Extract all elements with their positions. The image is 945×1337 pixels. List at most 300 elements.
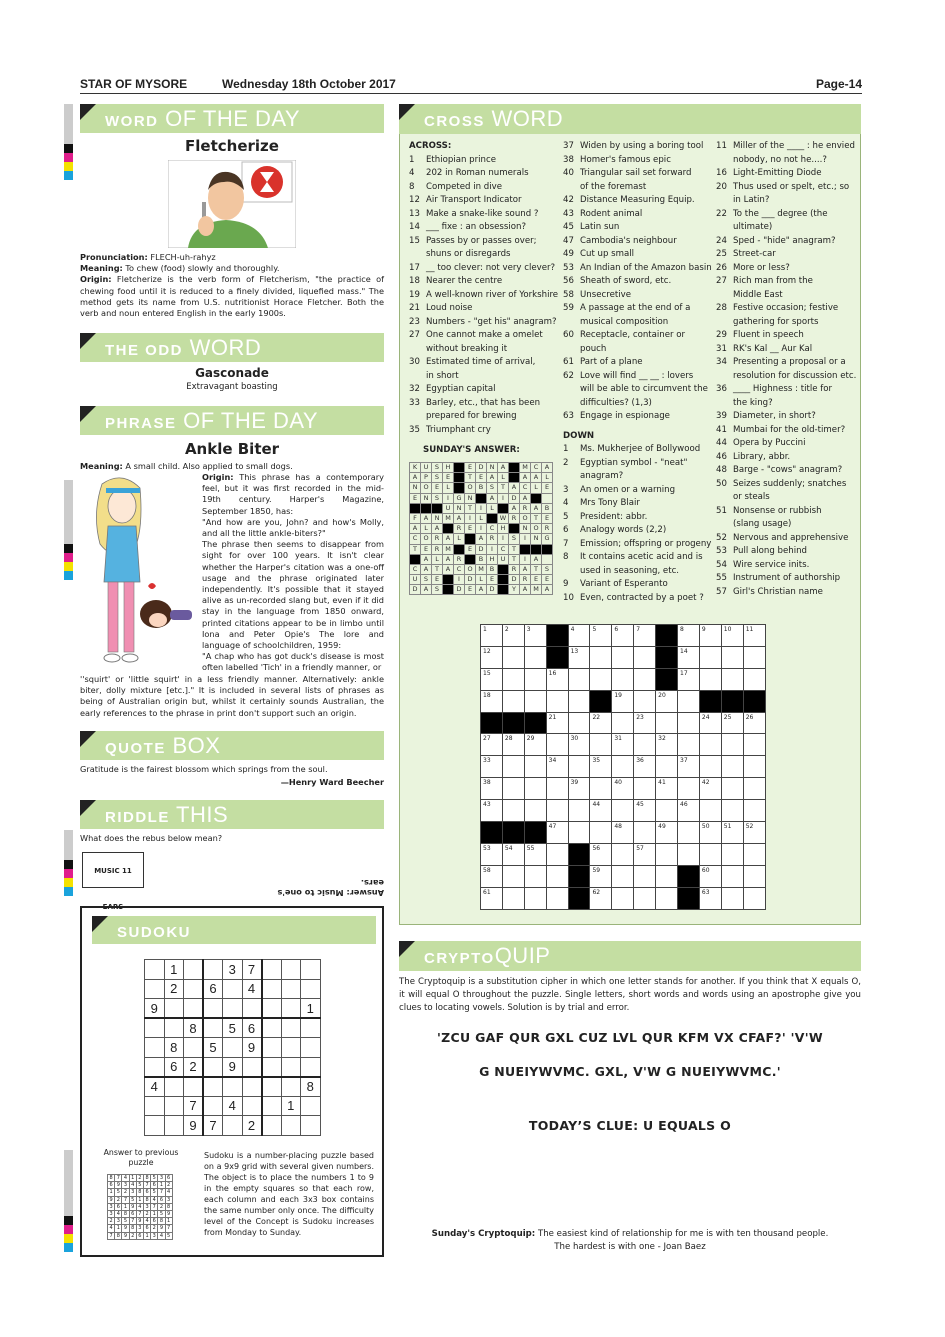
crossword-cell[interactable] [502, 646, 524, 668]
clue-text: anagram? [580, 471, 624, 481]
clue-text: Homer's famous epic [580, 154, 671, 165]
sudoku-cell[interactable] [262, 1116, 282, 1136]
answer-cell: R [520, 503, 531, 513]
crossword-cell[interactable] [546, 690, 568, 712]
answer-cell: N [487, 463, 498, 473]
crossword-cell[interactable]: 59 [590, 865, 612, 887]
crossword-cell[interactable] [612, 668, 634, 690]
sudoku-cell[interactable] [145, 1116, 165, 1136]
answer-cell: N [531, 534, 542, 544]
crossword-cell[interactable]: 17 [678, 668, 700, 690]
sudoku-cell[interactable] [262, 960, 282, 980]
crossword-cell[interactable] [678, 843, 700, 865]
crossword-cell[interactable] [612, 712, 634, 734]
crossword-cell[interactable] [721, 668, 743, 690]
crossword-cell[interactable] [546, 734, 568, 756]
sudoku-cell[interactable]: 4 [223, 1096, 243, 1116]
sudoku-cell[interactable] [203, 1057, 223, 1077]
clue-item [716, 370, 858, 384]
crossword-cell[interactable]: 26 [743, 712, 765, 734]
crossword-cell[interactable] [678, 734, 700, 756]
crossword-cell[interactable]: 30 [568, 734, 590, 756]
sudoku-cell[interactable] [145, 1018, 165, 1038]
sudoku-cell[interactable] [223, 1077, 243, 1097]
sudoku-cell[interactable]: 8 [184, 1018, 204, 1038]
crossword-cell[interactable] [568, 800, 590, 822]
sudoku-cell[interactable]: 2 [184, 1057, 204, 1077]
crossword-cell[interactable] [743, 778, 765, 800]
sudoku-cell[interactable] [145, 1096, 165, 1116]
crossword-cell[interactable] [612, 865, 634, 887]
crossword-cell[interactable]: 49 [656, 822, 678, 844]
crossword-cell[interactable] [634, 668, 656, 690]
crossword-cell[interactable] [743, 800, 765, 822]
crossword-cell[interactable] [678, 690, 700, 712]
crossword-cell[interactable]: 42 [699, 778, 721, 800]
sudoku-cell[interactable] [262, 979, 282, 999]
crossword-cell[interactable]: 61 [481, 887, 503, 909]
sudoku-cell[interactable] [262, 1096, 282, 1116]
crossword-cell[interactable] [634, 887, 656, 909]
crossword-cell[interactable]: 54 [502, 843, 524, 865]
answer-cell: E [476, 473, 487, 483]
previous-answer-cell: 9 [167, 1211, 171, 1218]
sudoku-cell[interactable] [164, 1096, 184, 1116]
clue-item [716, 235, 858, 249]
sudoku-cell[interactable] [164, 999, 184, 1019]
crossword-cell[interactable]: 32 [656, 734, 678, 756]
crossword-cell[interactable]: 16 [546, 668, 568, 690]
crossword-cell[interactable]: 53 [481, 843, 503, 865]
clue-number [716, 491, 733, 505]
sudoku-cell[interactable] [203, 1018, 223, 1038]
crossword-cell[interactable]: 11 [743, 625, 765, 647]
previous-answer-cell: 8 [131, 1225, 135, 1232]
sudoku-cell[interactable]: 7 [184, 1096, 204, 1116]
crossword-cell[interactable] [656, 712, 678, 734]
crossword-cell[interactable] [743, 668, 765, 690]
crossword-cell[interactable]: 23 [634, 712, 656, 734]
sudoku-cell[interactable] [301, 979, 321, 999]
sudoku-cell[interactable] [262, 1038, 282, 1058]
crossword-cell[interactable] [568, 690, 590, 712]
crossword-cell[interactable]: 12 [481, 646, 503, 668]
crossword-cell[interactable]: 45 [634, 800, 656, 822]
sudoku-cell[interactable] [281, 1116, 301, 1136]
crossword-cell[interactable] [656, 800, 678, 822]
sudoku-cell[interactable] [242, 1077, 262, 1097]
crossword-cell[interactable]: 51 [721, 822, 743, 844]
crossword-cell[interactable] [721, 865, 743, 887]
crossword-cell[interactable] [524, 865, 546, 887]
crossword-cell[interactable] [699, 668, 721, 690]
clue-item [563, 383, 713, 397]
previous-answer-cell: 1 [116, 1225, 120, 1232]
sudoku-cell[interactable] [223, 1116, 243, 1136]
sudoku-cell[interactable] [281, 999, 301, 1019]
previous-answer-cell: 4 [167, 1189, 171, 1196]
sudoku-cell[interactable] [301, 1018, 321, 1038]
crossword-cell[interactable] [524, 690, 546, 712]
sudoku-cell[interactable] [223, 979, 243, 999]
crossword-cell[interactable] [743, 646, 765, 668]
crossword-cell[interactable]: 39 [568, 778, 590, 800]
sudoku-cell[interactable] [164, 1077, 184, 1097]
crossword-cell[interactable] [524, 668, 546, 690]
sudoku-cell[interactable] [262, 1057, 282, 1077]
crossword-cell[interactable] [634, 690, 656, 712]
sudoku-cell[interactable] [301, 1116, 321, 1136]
clue-text: Receptacle, container or pouch [580, 330, 686, 354]
sudoku-cell[interactable] [184, 979, 204, 999]
crossword-cell[interactable] [721, 646, 743, 668]
sudoku-cell[interactable] [184, 960, 204, 980]
crossword-cell[interactable]: 31 [612, 734, 634, 756]
clue-text: More or less? [733, 262, 790, 273]
sudoku-cell[interactable] [145, 979, 165, 999]
crossword-cell[interactable]: 58 [481, 865, 503, 887]
crossword-cell[interactable]: 29 [524, 734, 546, 756]
crossword-cell[interactable]: 25 [721, 712, 743, 734]
answer-cell: A [421, 564, 432, 574]
crossword-cell[interactable]: 19 [612, 690, 634, 712]
clue-text: ___ fixe : an obsession? [426, 222, 527, 232]
sudoku-cell[interactable] [281, 1057, 301, 1077]
sudoku-cell[interactable]: 2 [164, 979, 184, 999]
crossword-cell[interactable] [612, 887, 634, 909]
sudoku-cell[interactable] [223, 999, 243, 1019]
crossword-cell[interactable] [699, 843, 721, 865]
clue-text: Widen by using a boring tool [580, 141, 704, 151]
clue-number [716, 518, 733, 532]
sudoku-cell[interactable] [203, 1077, 223, 1097]
sudoku-cell[interactable]: 8 [164, 1038, 184, 1058]
sudoku-cell[interactable] [145, 1057, 165, 1077]
sudoku-cell[interactable] [301, 1038, 321, 1058]
band-corner [80, 800, 96, 816]
sudoku-cell[interactable] [184, 1038, 204, 1058]
crossword-grid[interactable] [480, 624, 766, 910]
crossword-cell[interactable]: 2 [502, 625, 524, 647]
crossword-cell[interactable] [568, 756, 590, 778]
crossword-cell[interactable] [590, 822, 612, 844]
sudoku-cell[interactable]: 1 [301, 999, 321, 1019]
crossword-cell[interactable] [502, 778, 524, 800]
crossword-cell[interactable] [721, 843, 743, 865]
clue-item [409, 262, 561, 276]
crossword-cell[interactable] [678, 712, 700, 734]
crossword-cell[interactable]: 15 [481, 668, 503, 690]
crossword-cell[interactable]: 44 [590, 800, 612, 822]
crossword-cell[interactable]: 21 [546, 712, 568, 734]
crossword-cell[interactable]: 35 [590, 756, 612, 778]
clue-number: 1 [409, 154, 415, 165]
answer-cell: O [520, 513, 531, 523]
clue-text: Nervous and apprehensive [733, 532, 849, 543]
answer-cell: R [454, 524, 465, 534]
crossword-cell[interactable] [656, 843, 678, 865]
crossword-cell[interactable]: 63 [699, 887, 721, 909]
crossword-cell[interactable] [721, 800, 743, 822]
crossword-cell[interactable]: 57 [634, 843, 656, 865]
crossword-cell[interactable] [502, 690, 524, 712]
crossword-cell[interactable] [546, 843, 568, 865]
crossword-cell[interactable] [524, 756, 546, 778]
sudoku-cell[interactable] [262, 999, 282, 1019]
sudoku-cell[interactable] [281, 1077, 301, 1097]
crossword-cell[interactable]: 47 [546, 822, 568, 844]
crossword-cell[interactable]: 27 [481, 734, 503, 756]
band-light: OF THE DAY [158, 106, 301, 131]
crossword-cell[interactable] [612, 843, 634, 865]
crossword-cell[interactable]: 52 [743, 822, 765, 844]
answer-cell: O [531, 524, 542, 534]
crossword-cell[interactable]: 48 [612, 822, 634, 844]
crossword-cell[interactable]: 41 [656, 778, 678, 800]
crossword-cell[interactable] [656, 865, 678, 887]
sudoku-cell[interactable]: 6 [242, 1018, 262, 1038]
crossword-cell[interactable]: 34 [546, 756, 568, 778]
crossword-cell[interactable] [568, 712, 590, 734]
crossword-cell[interactable]: 33 [481, 756, 503, 778]
crossword-cell[interactable] [634, 822, 656, 844]
answer-cell: A [487, 473, 498, 483]
crossword-cell[interactable] [590, 734, 612, 756]
crossword-cell[interactable] [634, 865, 656, 887]
crossword-cell[interactable] [699, 756, 721, 778]
crossword-cell[interactable] [612, 756, 634, 778]
crossword-cell[interactable] [743, 865, 765, 887]
crossword-cell[interactable] [546, 800, 568, 822]
sudoku-cell[interactable]: 5 [203, 1038, 223, 1058]
sudoku-cell[interactable] [281, 1038, 301, 1058]
crossword-cell[interactable] [546, 887, 568, 909]
answer-cell: S [421, 575, 432, 585]
crossword-cell[interactable]: 4 [568, 625, 590, 647]
answer-cell: M [531, 585, 542, 595]
crossword-cell[interactable] [524, 887, 546, 909]
previous-answer-cell: 3 [138, 1225, 142, 1232]
sudoku-cell[interactable] [262, 1018, 282, 1038]
sudoku-cell[interactable] [145, 1038, 165, 1058]
sudoku-cell[interactable] [184, 1077, 204, 1097]
crossword-cell[interactable] [568, 668, 590, 690]
crossword-cell[interactable] [502, 800, 524, 822]
crossword-cell[interactable] [699, 734, 721, 756]
crossword-cell[interactable] [634, 778, 656, 800]
crossword-cell[interactable]: 43 [481, 800, 503, 822]
crossword-cell[interactable] [721, 734, 743, 756]
sudoku-cell[interactable] [164, 1018, 184, 1038]
crossword-cell[interactable] [678, 778, 700, 800]
crossword-cell[interactable] [678, 822, 700, 844]
crossword-cell[interactable]: 7 [634, 625, 656, 647]
clue-text: Barge - "cows" anagram? [733, 465, 843, 475]
crossword-cell[interactable] [590, 778, 612, 800]
sudoku-cell[interactable] [184, 999, 204, 1019]
crossword-cell[interactable]: 46 [678, 800, 700, 822]
crossword-cell[interactable]: 28 [502, 734, 524, 756]
answer-cell: I [454, 575, 465, 585]
sudoku-cell[interactable] [281, 1018, 301, 1038]
crossword-cell[interactable] [546, 778, 568, 800]
sudoku-grid[interactable] [144, 959, 321, 1136]
answer-cell: Y [509, 585, 520, 595]
answer-cell: L [454, 534, 465, 544]
crossword-block [678, 887, 700, 909]
clue-text: Girl's Christian name [733, 586, 823, 597]
sudoku-cell[interactable]: 4 [145, 1077, 165, 1097]
crossword-cell[interactable] [743, 734, 765, 756]
sudoku-cell[interactable]: 2 [242, 1116, 262, 1136]
crossword-cell[interactable]: 22 [590, 712, 612, 734]
sudoku-cell[interactable] [301, 1057, 321, 1077]
sudoku-cell[interactable] [242, 999, 262, 1019]
crossword-cell[interactable]: 56 [590, 843, 612, 865]
crossword-cell[interactable]: 60 [699, 865, 721, 887]
sudoku-cell[interactable] [242, 1096, 262, 1116]
crossword-cell[interactable]: 20 [656, 690, 678, 712]
crossword-cell[interactable] [612, 800, 634, 822]
sudoku-band [92, 916, 376, 944]
sudoku-cell[interactable] [203, 1096, 223, 1116]
answer-cell: E [542, 575, 553, 585]
sudoku-cell[interactable]: 4 [242, 979, 262, 999]
sudoku-cell[interactable] [242, 1057, 262, 1077]
crossword-cell[interactable] [634, 646, 656, 668]
band-corner [80, 333, 96, 349]
crossword-cell[interactable]: 6 [612, 625, 634, 647]
sudoku-cell[interactable]: 5 [223, 1018, 243, 1038]
crossword-cell[interactable] [699, 800, 721, 822]
crossword-cell[interactable] [502, 756, 524, 778]
answer-cell: D [509, 575, 520, 585]
clue-number [409, 343, 426, 357]
band-bold: QUOTE [105, 740, 166, 757]
previous-answer-cell: 7 [159, 1189, 163, 1196]
clue-item [563, 511, 713, 525]
crossword-cell[interactable]: 10 [721, 625, 743, 647]
sudoku-cell[interactable]: 6 [203, 979, 223, 999]
sudoku-cell[interactable]: 9 [242, 1038, 262, 1058]
crossword-cell[interactable]: 37 [678, 756, 700, 778]
origin-label: Origin: [80, 274, 112, 285]
crossword-cell[interactable]: 36 [634, 756, 656, 778]
sudoku-cell[interactable]: 9 [184, 1116, 204, 1136]
crossword-cell[interactable]: 62 [590, 887, 612, 909]
clue-text: musical composition [580, 316, 669, 327]
crossword-cell[interactable] [524, 778, 546, 800]
riddle-answer: Answer: Music to one's ears. [277, 878, 384, 898]
sudoku-cell[interactable] [301, 1096, 321, 1116]
sudoku-cell[interactable] [281, 979, 301, 999]
crossword-cell[interactable]: 8 [678, 625, 700, 647]
across-col-1 [409, 140, 561, 595]
clue-item [716, 356, 858, 370]
crossword-cell[interactable] [502, 865, 524, 887]
sudoku-cell[interactable] [262, 1077, 282, 1097]
crossword-cell[interactable] [546, 865, 568, 887]
clue-text: 202 in Roman numerals [426, 168, 529, 178]
crossword-cell[interactable]: 40 [612, 778, 634, 800]
sudoku-cell[interactable]: 9 [145, 999, 165, 1019]
crossword-cell[interactable]: 24 [699, 712, 721, 734]
crossword-cell[interactable] [656, 887, 678, 909]
clue-item [563, 497, 713, 511]
sudoku-cell[interactable] [164, 1116, 184, 1136]
crossword-cell[interactable] [743, 756, 765, 778]
crossword-cell[interactable]: 9 [699, 625, 721, 647]
crossword-cell[interactable]: 55 [524, 843, 546, 865]
crossword-block [568, 887, 590, 909]
crossword-cell[interactable] [502, 887, 524, 909]
sudoku-cell[interactable]: 1 [281, 1096, 301, 1116]
crossword-cell[interactable] [590, 668, 612, 690]
clue-number: 10 [563, 592, 574, 603]
crossword-cell[interactable]: 38 [481, 778, 503, 800]
crossword-cell[interactable] [743, 843, 765, 865]
sudoku-cell[interactable]: 7 [242, 960, 262, 980]
sudoku-cell[interactable] [301, 960, 321, 980]
crossword-cell[interactable] [590, 646, 612, 668]
crossword-cell[interactable]: 13 [568, 646, 590, 668]
crossword-cell[interactable] [568, 822, 590, 844]
crossword-cell[interactable]: 50 [699, 822, 721, 844]
crossword-cell[interactable]: 3 [524, 625, 546, 647]
phrase-continued: ''squirt' or 'little squirt' in a less friendly manner. Alternatively: ankle biter, dolly mixture [etc.]." It is included in several lists of phrases as being of Australian origin but, whilst it certainly sounds Australian, the early references to the phrase in print don't support such an origin. [80, 674, 384, 718]
clue-text: Estimated time of arrival, [426, 357, 536, 367]
sudoku-cell[interactable] [145, 960, 165, 980]
clue-item [716, 410, 858, 424]
answer-cell: U [421, 463, 432, 473]
sudoku-cell[interactable]: 9 [223, 1057, 243, 1077]
answer-cell: E [465, 544, 476, 554]
crossword-block [656, 625, 678, 647]
crossword-cell[interactable] [634, 734, 656, 756]
sudoku-cell[interactable]: 1 [164, 960, 184, 980]
crossword-cell[interactable] [743, 887, 765, 909]
crossword-cell[interactable] [656, 756, 678, 778]
crossword-cell[interactable] [612, 646, 634, 668]
crossword-cell[interactable]: 18 [481, 690, 503, 712]
answer-cell: P [421, 473, 432, 483]
crossword-cell[interactable]: 1 [481, 625, 503, 647]
crossword-cell[interactable] [721, 778, 743, 800]
sudoku-cell[interactable] [281, 960, 301, 980]
previous-answer-cell: 7 [123, 1196, 128, 1203]
crossword-cell[interactable] [699, 646, 721, 668]
crossword-cell[interactable] [502, 668, 524, 690]
across-col-2 [563, 140, 713, 605]
sudoku-cell[interactable]: 7 [203, 1116, 223, 1136]
sudoku-cell[interactable]: 3 [223, 960, 243, 980]
crossword-cell[interactable] [721, 887, 743, 909]
sudoku-cell[interactable]: 8 [301, 1077, 321, 1097]
crossword-cell[interactable]: 5 [590, 625, 612, 647]
sudoku-cell[interactable] [203, 960, 223, 980]
crossword-cell[interactable] [524, 646, 546, 668]
clue-number: 56 [563, 276, 574, 286]
answer-cell: S [432, 493, 443, 503]
crossword-cell[interactable] [721, 756, 743, 778]
sudoku-cell[interactable] [223, 1038, 243, 1058]
sudoku-cell[interactable] [203, 999, 223, 1019]
previous-answer-cell: 1 [109, 1189, 113, 1196]
sudoku-cell[interactable]: 6 [164, 1057, 184, 1077]
crossword-cell[interactable]: 14 [678, 646, 700, 668]
crossword-cell[interactable] [524, 800, 546, 822]
clue-text: Analogy words (2,2) [580, 525, 667, 535]
